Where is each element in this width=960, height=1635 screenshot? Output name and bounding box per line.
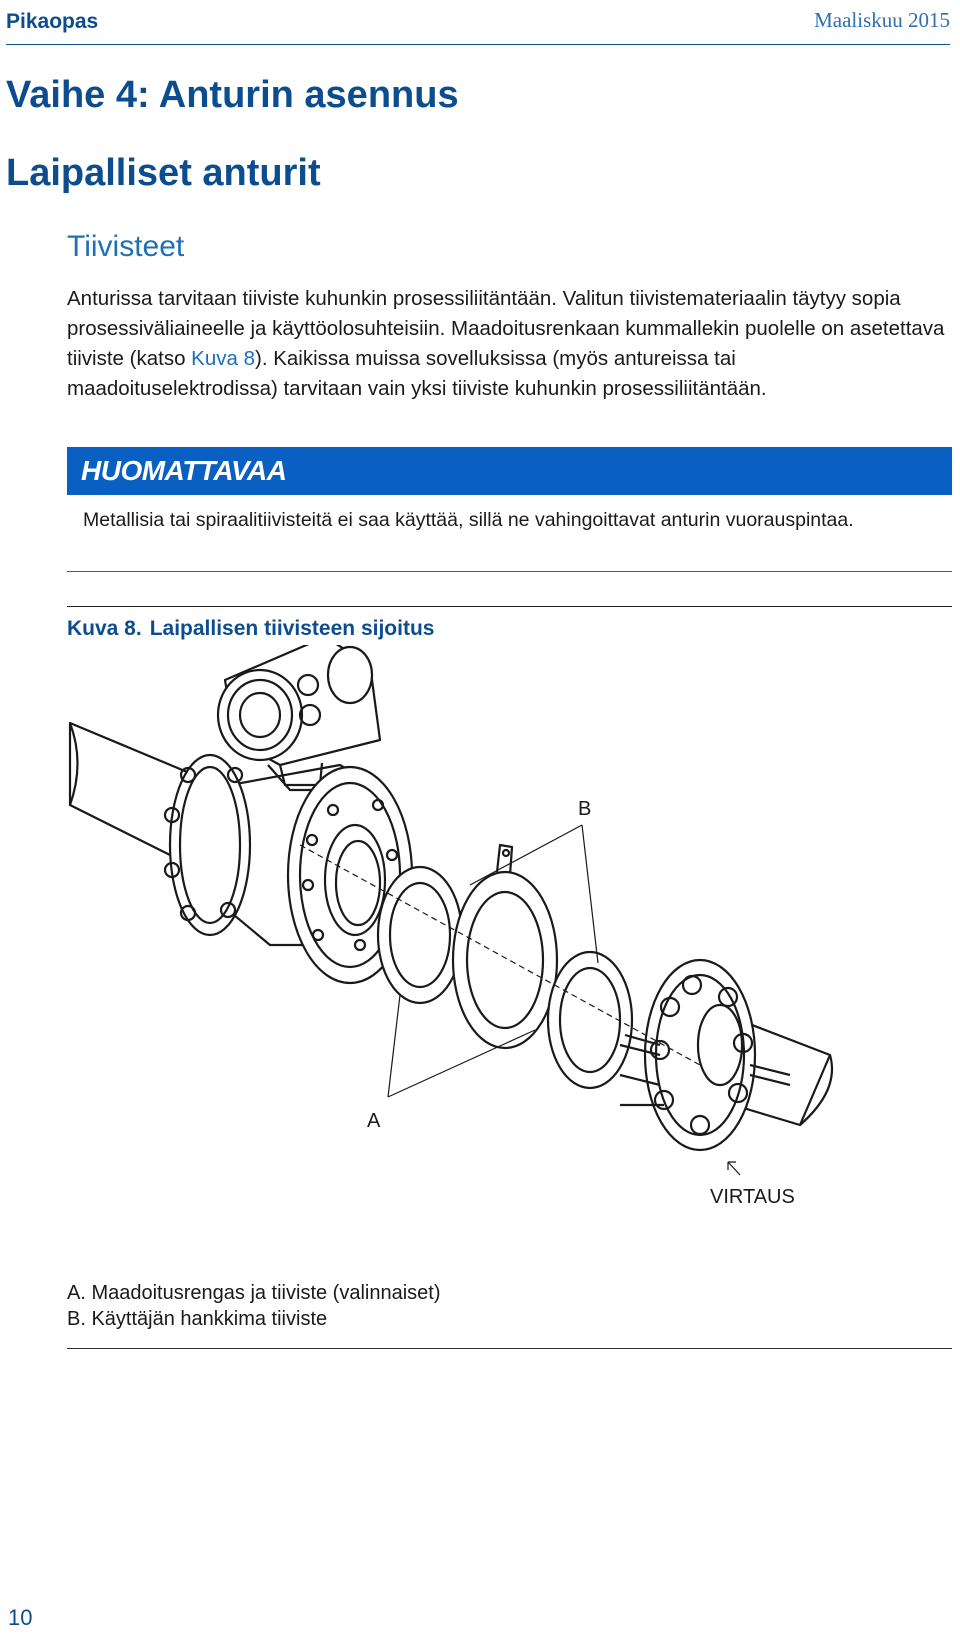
leader-b-right [582, 825, 598, 963]
note-text: Metallisia tai spiraalitiivisteitä ei saa käyttää, sillä ne vahingoittavat anturin vuorauspintaa. [83, 509, 854, 531]
mating-flange [620, 960, 830, 1150]
figure-link[interactable]: Kuva 8 [191, 347, 255, 370]
flow-arrow [728, 1162, 740, 1175]
figure-bottom-rule [67, 1348, 952, 1349]
figure-legend [67, 1280, 441, 1332]
note-banner [67, 447, 952, 495]
grounding-ring [453, 845, 557, 1048]
body-paragraph [67, 284, 952, 404]
body-text-2: ). Kaikissa muissa sovelluksissa (myös antureissa tai maadoituselektrodissa) tarvitaan vain yksi tiiviste kuhunkin prosessiliitäntään. [67, 347, 767, 400]
figure-number: Kuva 8. [67, 617, 142, 640]
legend-item-a: A. Maadoitusrengas ja tiiviste (valinnaiset) [67, 1282, 441, 1304]
figure-top-rule [67, 606, 952, 607]
gasket-user-left [378, 867, 462, 1003]
callout-b: B [578, 798, 592, 820]
flow-label: VIRTAUS [710, 1186, 795, 1208]
header-doc-type: Pikaopas [6, 10, 99, 33]
header-divider [6, 44, 950, 45]
subsection-title: Laipalliset anturit [6, 152, 321, 194]
topic-heading: Tiivisteet [67, 230, 185, 263]
leader-a-right [388, 1030, 535, 1097]
gasket-placement-diagram [60, 645, 952, 1275]
note-title: HUOMATTAVAA [81, 455, 287, 486]
figure-title: Laipallisen tiivisteen sijoitus [149, 617, 435, 640]
header-date: Maaliskuu 2015 [814, 8, 950, 32]
callout-a: A [367, 1110, 381, 1132]
leader-a-left [388, 995, 400, 1097]
page-number: 10 [8, 1605, 33, 1630]
figure-caption [67, 617, 434, 641]
leader-b-left [470, 825, 582, 885]
section-title: Vaihe 4: Anturin asennus [6, 74, 459, 116]
body-text-1: Anturissa tarvitaan tiiviste kuhunkin prosessiliitäntään. Valitun tiivistemateriaalin täytyy sopia prosessiväliaineelle ja käyttöolosuhteisiin. Maadoitusrenkaan kummallekin puolelle on asetettava tiiviste (katso [67, 287, 945, 370]
note-divider [67, 571, 952, 572]
legend-item-b: B. Käyttäjän hankkima tiiviste [67, 1308, 328, 1330]
